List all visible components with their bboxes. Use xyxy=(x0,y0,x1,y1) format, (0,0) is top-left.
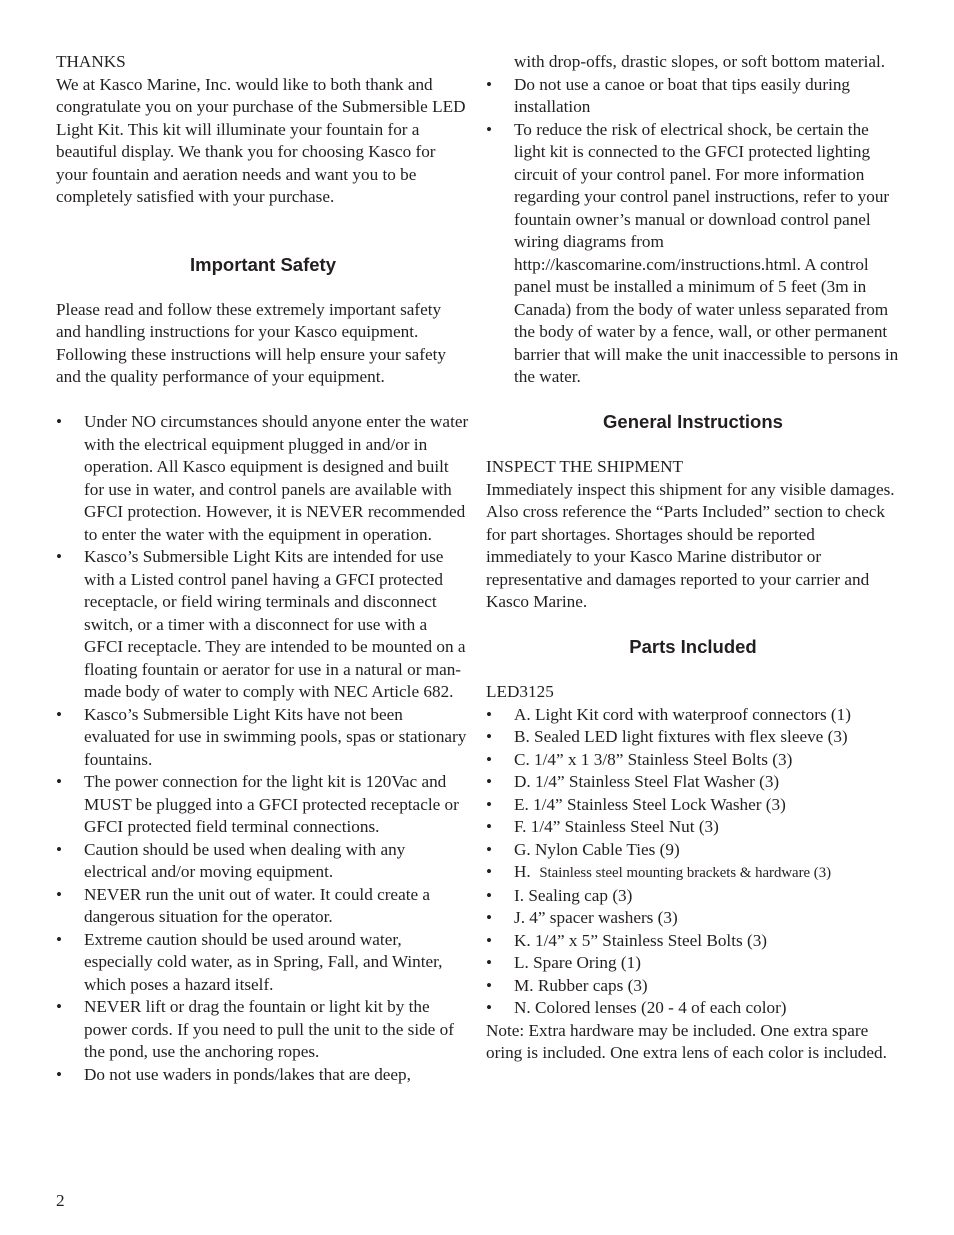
safety-item-3: • Kasco’s Submersible Light Kits have not been evaluated for use in swimming pools, spas or stationary fountains. xyxy=(56,704,470,772)
part-g: • G. Nylon Cable Ties (9) xyxy=(486,839,900,862)
part-k: • K. 1/4” x 5” Stainless Steel Bolts (3) xyxy=(486,930,900,953)
page-number: 2 xyxy=(56,1191,65,1210)
parts-list xyxy=(486,704,900,1020)
part-n: • N. Colored lenses (20 - 4 of each color) xyxy=(486,997,900,1020)
safety-item-9: • Do not use waders in ponds/lakes that are deep, xyxy=(56,1064,470,1087)
part-m: • M. Rubber caps (3) xyxy=(486,975,900,998)
part-b: • B. Sealed LED light fixtures with flex sleeve (3) xyxy=(486,726,900,749)
safety-item-9-continued: with drop-offs, drastic slopes, or soft bottom material. xyxy=(514,52,886,71)
part-l: • L. Spare Oring (1) xyxy=(486,952,900,975)
safety-item-11: • To reduce the risk of electrical shock, be certain the light kit is connected to the GFCI protected lighting circuit of your control panel. For more information regarding your control panel instructions, refer to your fountain owner’s manual or download control panel wiring diagrams from http://kascomarine.com/instructions.html. A control panel must be installed a minimum of 5 feet (3m in Canada) from the body of water unless separated from the body of water by a fence, wall, or other permanent barrier that will make the unit inaccessible to persons in the water. xyxy=(486,119,900,389)
safety-list xyxy=(56,411,470,1086)
important-safety-title: Important Safety xyxy=(190,253,336,275)
thanks-body: We at Kasco Marine, Inc. would like to both thank and congratulate you on your purchase of the Submersible LED Light Kit. This kit will illuminate your fountain for a beautiful display. We thank you for choosing Kasco for your fountain and aeration needs and want you to be completely satisfied with your purchase. xyxy=(56,74,466,206)
right-column xyxy=(486,51,900,1065)
parts-note: Note: Extra hardware may be included. One extra spare oring is included. One extra lens of each color is included. xyxy=(486,1020,887,1062)
safety-item-10: • Do not use a canoe or boat that tips easily during installation xyxy=(486,74,900,119)
part-e: • E. 1/4” Stainless Steel Lock Washer (3) xyxy=(486,794,900,817)
general-instructions-title: General Instructions xyxy=(603,411,783,432)
thanks-heading: THANKS xyxy=(56,52,126,71)
part-c: • C. 1/4” x 1 3/8” Stainless Steel Bolts (3) xyxy=(486,749,900,772)
part-d: • D. 1/4” Stainless Steel Flat Washer (3) xyxy=(486,771,900,794)
safety-list-continued xyxy=(486,74,900,389)
part-h-text: Stainless steel mounting brackets & hardware (3) xyxy=(539,865,832,881)
safety-item-2: • Kasco’s Submersible Light Kits are intended for use with a Listed control panel having a GFCI protected receptacle, or field wiring terminals and disconnect switch, or a timer with a disconnect for use with a GFCI receptacle. They are intended to be mounted on a floating fountain or aerator for use in a natural or man-made body of water to comply with NEC Article 682. xyxy=(56,546,470,704)
part-f: • F. 1/4” Stainless Steel Nut (3) xyxy=(486,816,900,839)
safety-item-8: • NEVER lift or drag the fountain or light kit by the power cords. If you need to pull the unit to the side of the pond, use the anchoring ropes. xyxy=(56,996,470,1064)
safety-item-6: • NEVER run the unit out of water. It could create a dangerous situation for the operator. xyxy=(56,884,470,929)
part-i: • I. Sealing cap (3) xyxy=(486,885,900,908)
left-column xyxy=(56,51,470,1086)
safety-item-5: • Caution should be used when dealing with any electrical and/or moving equipment. xyxy=(56,839,470,884)
part-h-letter: H. xyxy=(514,862,531,881)
parts-included-title: Parts Included xyxy=(629,636,757,657)
safety-intro: Please read and follow these extremely important safety and handling instructions for your Kasco equipment. Following these instructions will help ensure your safety and the quality performance of your equipment. xyxy=(56,299,447,386)
part-h xyxy=(486,861,900,885)
part-j: • J. 4” spacer washers (3) xyxy=(486,907,900,930)
inspect-shipment-heading: INSPECT THE SHIPMENT xyxy=(486,457,684,476)
safety-item-1: • Under NO circumstances should anyone enter the water with the electrical equipment plugged in and/or in operation. All Kasco equipment is designed and built for use in water, and control panels are available with GFCI protection. However, it is NEVER recommended to enter the water with the equipment in operation. xyxy=(56,411,470,546)
safety-item-7: • Extreme caution should be used around water, especially cold water, as in Spring, Fall, and Winter, which poses a hazard itself. xyxy=(56,929,470,997)
inspect-shipment-body: Immediately inspect this shipment for any visible damages. Also cross reference the “Parts Included” section to check for part shortages. Shortages should be reported immediately to your Kasco Marine distributor or representative and damages reported to your carrier and Kasco Marine. xyxy=(486,479,895,611)
safety-item-4: • The power connection for the light kit is 120Vac and MUST be plugged into a GFCI protected receptacle or GFCI protected field terminal connections. xyxy=(56,771,470,839)
part-a: • A. Light Kit cord with waterproof connectors (1) xyxy=(486,704,900,727)
parts-model: LED3125 xyxy=(486,682,554,701)
